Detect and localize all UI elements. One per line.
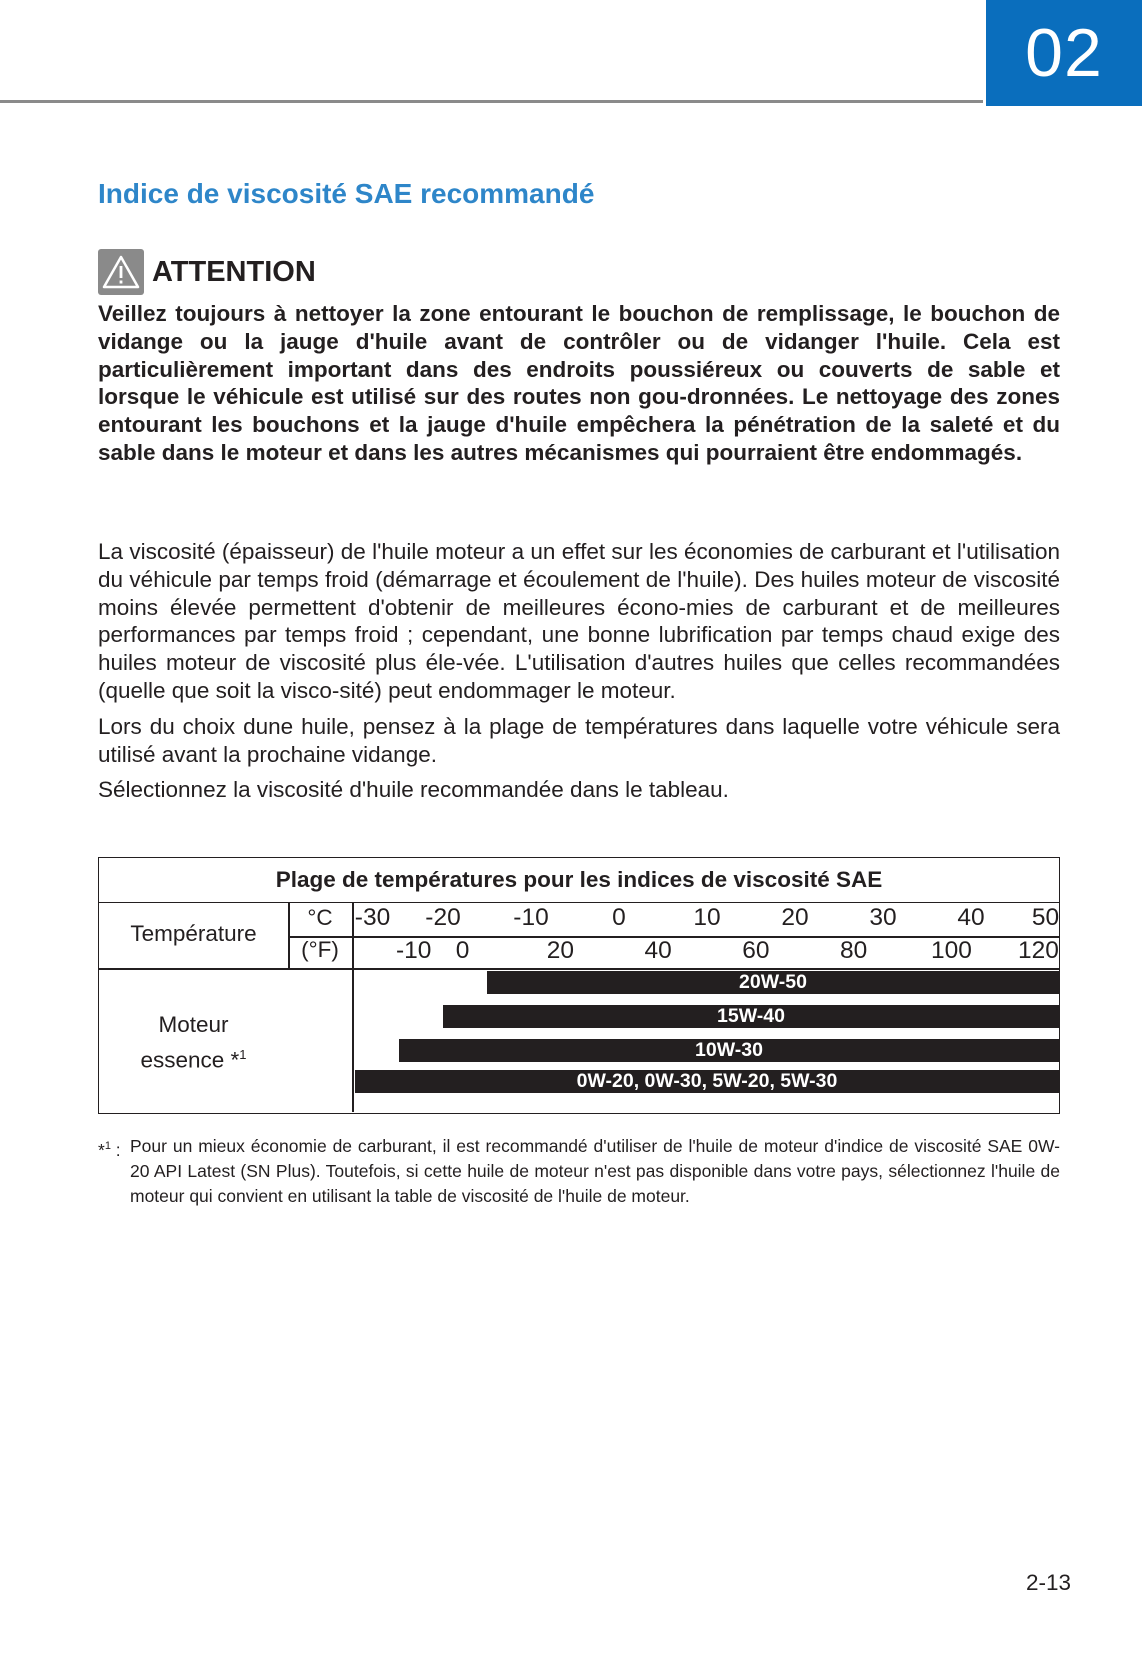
fahrenheit-tick: 40	[644, 937, 672, 964]
table-divider	[99, 968, 1059, 970]
page-number: 2-13	[1026, 1570, 1072, 1595]
chapter-tab: 02	[986, 0, 1142, 106]
viscosity-table	[98, 857, 1060, 1114]
attention-header	[98, 248, 1060, 296]
body-paragraph: Sélectionnez la viscosité d'huile recommandée dans le tableau.	[98, 777, 729, 803]
celsius-tick: 50	[1031, 904, 1060, 931]
body-text	[98, 538, 1060, 812]
footnote	[98, 1134, 1060, 1209]
viscosity-bar	[443, 1005, 1059, 1028]
table-title: Plage de températures pour les indices de viscosité SAE	[99, 858, 1059, 903]
viscosity-bar	[487, 971, 1059, 994]
viscosity-bar	[399, 1039, 1059, 1062]
celsius-tick: -30	[354, 904, 391, 931]
attention-box	[98, 248, 1060, 467]
footnote-text: Pour un mieux économie de carburant, il est recommandé d'utiliser de l'huile de moteur d'indice de viscosité SAE 0W-20 API Latest (SN Plus). Toutefois, si cette huile de moteur n'est pas disponible dans votre pays, sélectionnez l'huile de moteur qui convient en utilisant la table de viscosité de l'huile de moteur.	[130, 1136, 1060, 1206]
celsius-tick: 0	[612, 904, 626, 931]
fahrenheit-tick: 20	[546, 937, 574, 964]
footnote-asterisk: *	[98, 1139, 105, 1160]
body-paragraph: Lors du choix dune huile, pensez à la plage de températures dans laquelle votre véhicule sera utilisé avant la prochaine vidange.	[98, 713, 1060, 767]
fahrenheit-tick: 80	[840, 937, 868, 964]
engine-label-sup: 1	[239, 1047, 247, 1062]
footnote-marker	[98, 1134, 121, 1163]
header-rule	[0, 100, 983, 103]
table-divider	[352, 903, 354, 1112]
celsius-tick: 40	[957, 904, 985, 931]
fahrenheit-tick: 100	[930, 937, 972, 964]
celsius-tick: 30	[869, 904, 897, 931]
viscosity-bar-label: 10W-30	[695, 1039, 763, 1061]
engine-label	[99, 1010, 288, 1076]
celsius-unit: °C	[307, 905, 333, 930]
viscosity-bar-label: 20W-50	[739, 971, 807, 993]
fahrenheit-tick: 60	[742, 937, 770, 964]
engine-label-line1: Moteur	[158, 1012, 229, 1037]
fahrenheit-tick: -10	[395, 937, 432, 964]
fahrenheit-tick: 0	[455, 937, 470, 964]
temperature-label: Température	[130, 921, 257, 946]
attention-text: Veillez toujours à nettoyer la zone entourant le bouchon de remplissage, le bouchon de vidange ou la jauge d'huile avant de contrôler ou de vidanger l'huile. Cela est particulièrement important dans des endroits poussiéreux ou couverts de sable et lorsque le véhicule est utilisé sur des routes non gou-dronnées. Le nettoyage des zones entourant les bouchons et la jauge d'huile empêchera la pénétration de la saleté et du sable dans le moteur et dans les autres mécanismes qui pourraient être endommagés.	[98, 301, 1060, 465]
warning-triangle-icon	[98, 249, 144, 295]
attention-title: ATTENTION	[152, 255, 316, 288]
footnote-colon: :	[110, 1139, 121, 1160]
footnote-sup: 1	[104, 1140, 111, 1152]
viscosity-bar-label: 15W-40	[717, 1005, 785, 1027]
celsius-tick: 10	[693, 904, 721, 931]
fahrenheit-tick: 120	[1018, 937, 1059, 964]
fahrenheit-unit: (°F)	[301, 937, 339, 962]
celsius-tick: -10	[513, 904, 549, 931]
engine-label-text: essence *	[140, 1047, 240, 1073]
section-title: Indice de viscosité SAE recommandé	[98, 178, 595, 209]
viscosity-bar	[355, 1070, 1059, 1093]
celsius-tick: 20	[781, 904, 809, 931]
viscosity-bar-label: 0W-20, 0W-30, 5W-20, 5W-30	[576, 1070, 838, 1092]
body-paragraph: La viscosité (épaisseur) de l'huile moteur a un effet sur les économies de carburant et l'utilisation du véhicule par temps froid (démarrage et écoulement de l'huile). Des huiles moteur de viscosité moins élevée permettent d'obtenir de meilleures écono-mies de carburant et de meilleures performances par temps froid ; cependant, une bonne lubrification par temps chaud exige des huiles moteur de viscosité plus éle-vée. L'utilisation d'autres huiles que celles recommandées (quelle que soit la visco-sité) peut endommager le moteur.	[98, 539, 1060, 703]
engine-label-line2	[99, 1040, 288, 1076]
celsius-tick: -20	[425, 904, 461, 931]
